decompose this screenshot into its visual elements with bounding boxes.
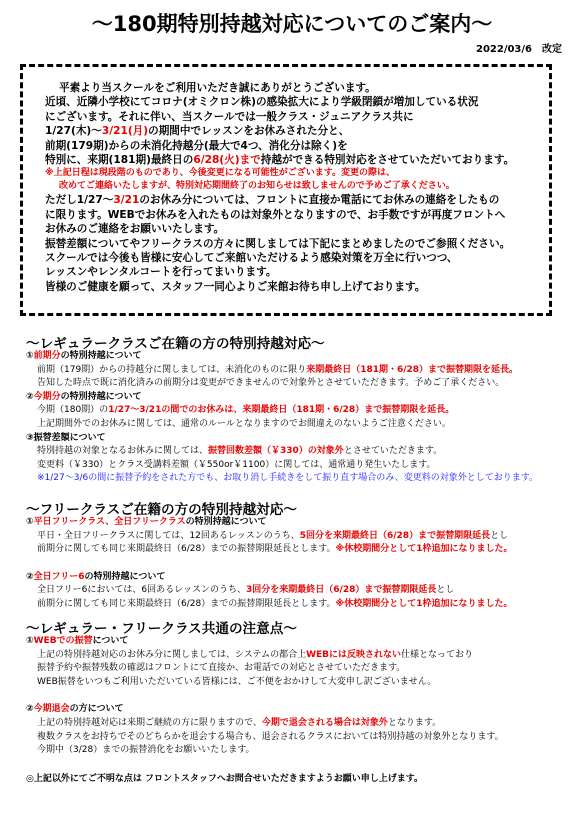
subsection-heading: ③振替差額について — [26, 432, 106, 443]
notice-line: に限ります。WEBでお休みを入れたものは対象外となりますので、お手数ですが再度フロントへ — [45, 208, 506, 221]
notice-box — [20, 64, 552, 316]
notice-line: 平素より当スクールをご利用いただき誠にありがとうございます。 — [59, 82, 376, 94]
regular-section-body: ①前期分の特別持越について 前期（179期）からの持越分に関しましては、未消化のものに限り来期最終日（181期・6/28）まで振替期限を延長。 告知した時点で既に消化済みの前期分は変更ができませんので対象外とさせていただきます。予めご了承ください。 ②今期分の特別持越について 今期（180期）の1/27～3/21の間でのお休みは、来期最終日（181期・6/28）まで振替期限を延長。 上記期間外でのお休みに関しては、通常のルールとなりますのでお間違えのないようご注意ください。 ③振替差額について 特別持越の対象となるお休みに関しては、振替回数差額（￥330）の対象外とさせていただきます。 変更料（￥330）とクラス受講料差額（￥550or￥1100）に関しては、通常通り発生いたします。 ※1/27～3/6の間に振替予約をされた方でも、お取り消し手続きをして振り直す場合のみ、変更料の対象外としております。 — [26, 351, 539, 484]
common-section-title: ～レギュラー・フリークラス共通の注意点～ — [26, 621, 297, 637]
notice-warning: ※上記日程は現段階のものであり、今後変更になる可能性がございます。変更の際は、 — [45, 168, 396, 179]
common-section-body: ①WEBでの振替について 上記の特別持越対応のお休み分に関しましては、システムの都合上WEBには反映されない仕様となっており 振替予約や振替残数の確認はフロントにて直接か、お電話での対応とさせていただきます。 WEB振替をいつもご利用いただいている皆様には、ご不便をおかけして大変申し訳ございません。 ②今期退会の方について 上記の特別持越対応は来期ご継続の方に限りますので、今期で退会される場合は対象外となります。 複数クラスをお持ちでそのどちらかを退会する場合も、退会されるクラスにおいては特別持越の対象外となります。 今期中（3/28）までの振替消化をお願いいたします。 — [26, 636, 504, 756]
notice-line: ただし1/27～3/21のお休み分については、フロントに直接か電話にてお休みの連絡をしたもの — [45, 194, 500, 207]
page-title: ～180期特別持越対応についてのご案内～ — [91, 12, 493, 36]
notice-line: 振替差額についてやフリークラスの方々に関しましては下記にまとめましたのでご参照ください。 — [45, 237, 511, 250]
notice-warning: 改めてご連絡いたしますが、特別対応期間終了のお知らせは致しませんので予めご了承ください。 — [59, 181, 455, 192]
free-section-body: ①平日フリークラス、全日フリークラスの特別持越について 平日・全日フリークラスに関しては、12回あるレッスンのうち、5回分を来期最終日（6/28）まで振替期限延長とし 前期分に関しても同じ来期最終日（6/28）までの振替期限延長とします。※休校期間分として1枠追加になりました。 ②全日フリー6の特別持越について 全日フリー6においては、6回あるレッスンのうち、3回分を来期最終日（6/28）まで振替期限延長とし 前期分に関しても同じ来期最終日（6/28）までの振替期限延長とします。※休校期間分として1枠追加になりました。 — [26, 517, 513, 609]
notice-line: 近頃、近隣小学校にてコロナ(オミクロン株)の感染拡大により学級閉鎖が増加している状況 — [45, 96, 479, 109]
notice-line: 1/27(木)～3/21(月)の期間中でレッスンをお休みされた分と、 — [45, 125, 350, 138]
notice-line: 前期(179期)からの未消化持越分(最大で4つ、消化分は除く)を — [45, 139, 348, 152]
footer-note: ◎上記以外にてご不明な点は フロントスタッフへお問合せいただきますようお願い申し上げます。 — [26, 774, 423, 784]
revision-date: 2022/03/6 改定 — [475, 44, 562, 55]
subsection-heading: ①平日フリークラス、全日フリークラスの特別持越について — [26, 517, 267, 527]
notice-line: 特別に、来期(181期)最終日の6/28(火)まで持越ができる特別対応をさせていただいております。 — [45, 154, 515, 167]
notice-line: にございます。それに伴い、当スクールでは一般クラス・ジュニアクラス共に — [45, 110, 414, 123]
notice-line: 皆様のご健康を願って、スタッフ一同心よりご来館お待ち申し上げております。 — [45, 280, 426, 293]
notice-line: レッスンやレンタルコートを行ってまいります。 — [45, 266, 277, 279]
regular-section-title: ～レギュラークラスご在籍の方の特別持越対応～ — [26, 336, 325, 352]
subsection-heading: ②全日フリー6の特別持越について — [26, 571, 166, 582]
subsection-heading: ②今期退会の方について — [26, 704, 124, 715]
notice-line: お休みのご連絡をお願いいたします。 — [45, 223, 225, 236]
subsection-heading: ①前期分の特別持越について — [26, 351, 142, 361]
subsection-heading: ①WEBでの振替について — [26, 636, 129, 646]
free-section-title: ～フリークラスご在籍の方の特別持越対応～ — [26, 502, 297, 518]
subsection-heading: ②今期分の特別持越について — [26, 391, 142, 402]
notice-line: スクールでは今後も皆様に安心してご来館いただけるよう感染対策を万全に行いつつ、 — [45, 252, 458, 265]
